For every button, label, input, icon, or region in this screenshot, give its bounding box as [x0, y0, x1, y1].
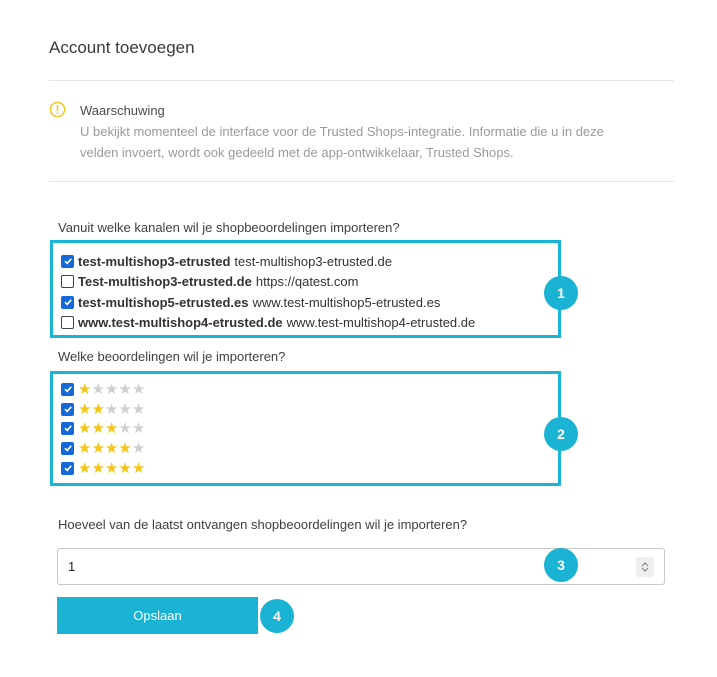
star-icon: ★: [91, 419, 105, 437]
warning-text: U bekijkt momenteel de interface voor de Trusted Shops-integratie. Informatie die u in deze velden invoert, wordt ook gedeeld met de app-ontwikkelaar, Trusted Shops.: [80, 124, 604, 160]
star-icon: ★: [104, 439, 119, 457]
channel-checkbox[interactable]: [61, 255, 74, 268]
chevron-down-icon[interactable]: [641, 567, 649, 573]
channel-url: www.test-multishop5-etrusted.es: [252, 294, 441, 310]
rating-checkbox[interactable]: [61, 462, 74, 475]
channel-url: www.test-multishop4-etrusted.de: [286, 314, 476, 330]
star-rating: [78, 402, 145, 417]
channel-name: Test-multishop3-etrusted.de: [78, 273, 252, 289]
channel-name: www.test-multishop4-etrusted.de: [78, 314, 283, 330]
divider: [49, 80, 674, 81]
number-spinner[interactable]: [636, 557, 654, 577]
channel-url: https://qatest.com: [255, 273, 359, 289]
star-icon: ★: [118, 459, 132, 477]
star-icon: ★: [131, 419, 146, 437]
star-icon: ★: [78, 400, 92, 418]
star-icon: ★: [104, 459, 119, 477]
rating-checkbox[interactable]: [61, 442, 74, 455]
channel-url: test-multishop3-etrusted.de: [234, 253, 392, 269]
channel-checkbox[interactable]: [61, 275, 74, 288]
star-icon: ★: [118, 400, 132, 418]
star-rating: [78, 441, 145, 456]
channel-row[interactable]: [61, 251, 392, 271]
warning-title: Waarschuwing: [80, 103, 165, 118]
rating-checkbox[interactable]: [61, 422, 74, 435]
rating-row[interactable]: [61, 438, 145, 458]
channel-name: test-multishop3-etrusted: [78, 253, 231, 269]
ratings-question: Welke beoordelingen wil je importeren?: [58, 349, 286, 364]
rating-row[interactable]: [61, 418, 145, 438]
step-badge-4: 4: [260, 599, 294, 633]
channel-row[interactable]: [61, 271, 358, 291]
star-icon: ★: [131, 400, 146, 418]
page-title: Account toevoegen: [49, 38, 195, 57]
channel-row[interactable]: [61, 312, 475, 332]
step-badge-2: 2: [544, 417, 578, 451]
star-icon: ★: [91, 380, 105, 398]
rating-checkbox[interactable]: [61, 403, 74, 416]
channel-checkbox[interactable]: [61, 296, 74, 309]
warning-icon: [49, 101, 66, 118]
rating-row[interactable]: [61, 458, 145, 478]
star-icon: ★: [104, 380, 119, 398]
rating-row[interactable]: [61, 399, 145, 419]
star-icon: ★: [118, 439, 132, 457]
step-badge-3: 3: [544, 548, 578, 582]
star-icon: ★: [78, 380, 92, 398]
channels-question: Vanuit welke kanalen wil je shopbeoordelingen importeren?: [58, 220, 400, 235]
star-icon: ★: [91, 439, 105, 457]
star-icon: ★: [78, 419, 92, 437]
count-question: Hoeveel van de laatst ontvangen shopbeoordelingen wil je importeren?: [58, 517, 468, 532]
channel-name: test-multishop5-etrusted.es: [78, 294, 249, 310]
star-icon: ★: [78, 459, 92, 477]
channel-checkbox[interactable]: [61, 316, 74, 329]
star-icon: ★: [104, 400, 119, 418]
rating-checkbox[interactable]: [61, 383, 74, 396]
star-icon: ★: [131, 439, 146, 457]
star-icon: ★: [118, 419, 132, 437]
rating-row[interactable]: [61, 379, 145, 399]
star-rating: [78, 382, 145, 397]
star-icon: ★: [131, 380, 146, 398]
star-icon: ★: [78, 439, 92, 457]
step-badge-1: 1: [544, 276, 578, 310]
star-icon: ★: [131, 459, 146, 477]
star-icon: ★: [91, 400, 105, 418]
channel-row[interactable]: [61, 292, 440, 312]
save-button[interactable]: Opslaan: [57, 597, 258, 634]
star-icon: ★: [118, 380, 132, 398]
star-rating: [78, 461, 145, 476]
divider: [49, 181, 674, 182]
star-icon: ★: [91, 459, 105, 477]
star-icon: ★: [104, 419, 119, 437]
star-rating: [78, 421, 145, 436]
